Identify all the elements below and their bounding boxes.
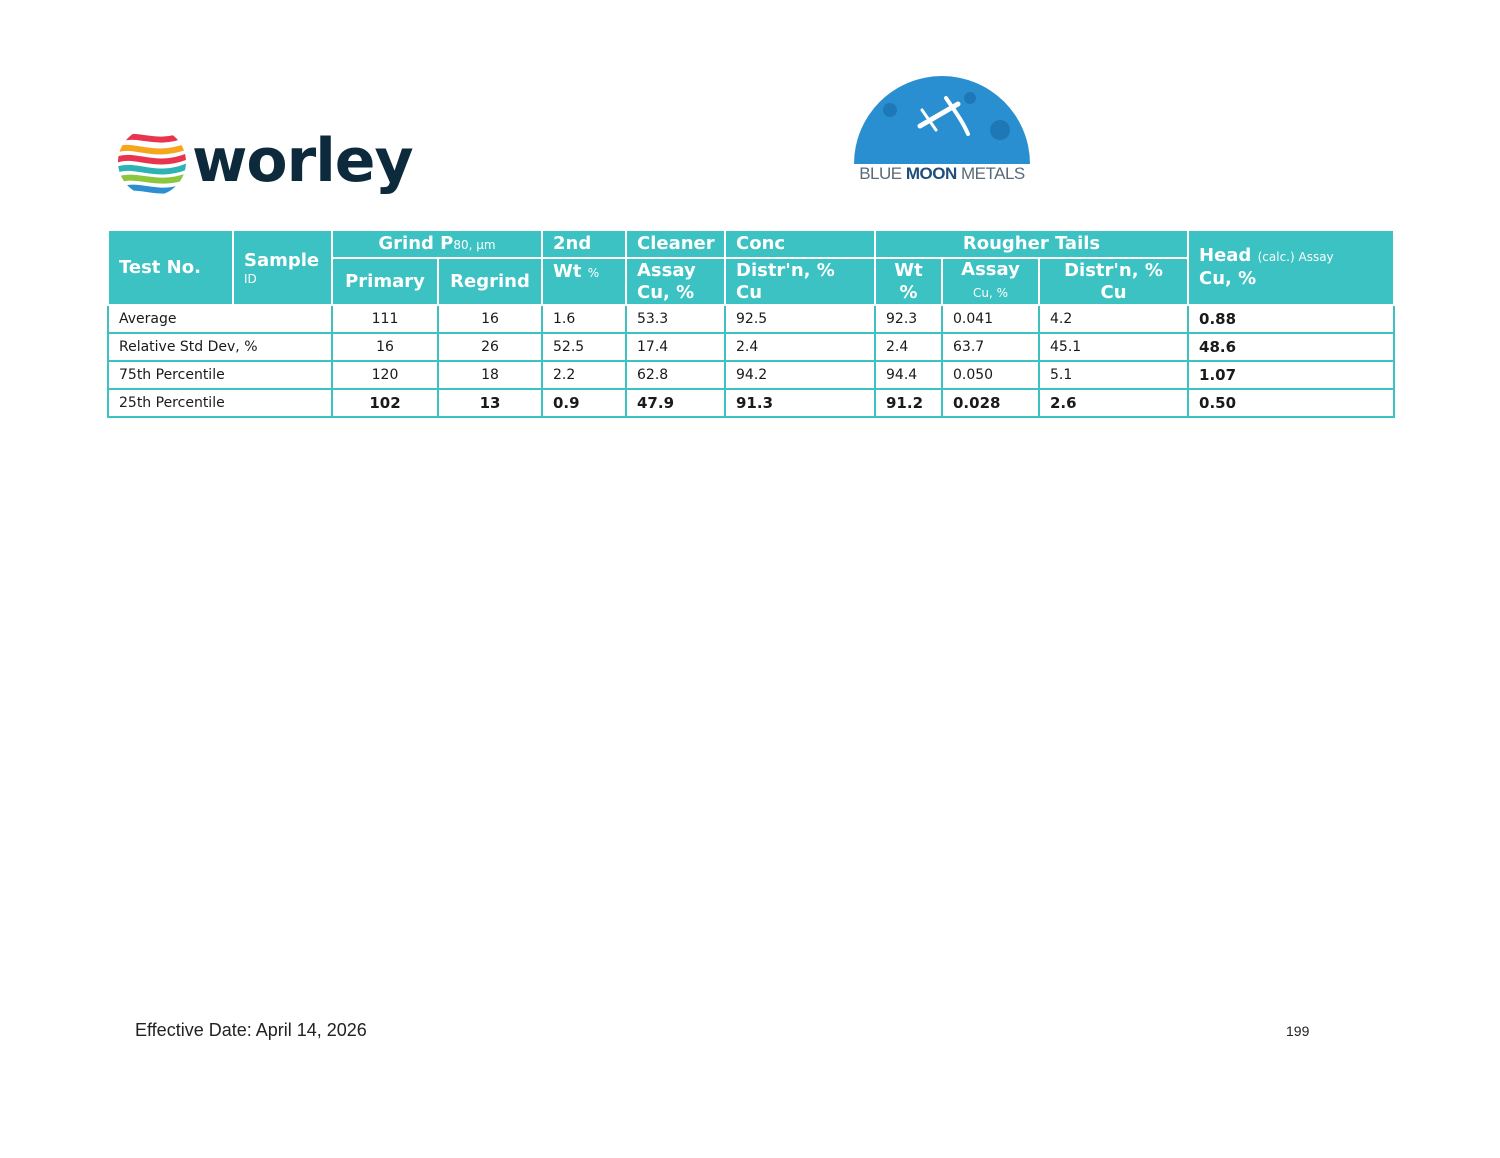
- header-test-no: Test No.: [108, 230, 233, 305]
- header-regrind: Regrind: [438, 258, 542, 305]
- table-row: [108, 389, 1394, 417]
- header-conc: Conc: [725, 230, 875, 258]
- cell-distrn-cu: 94.2: [725, 361, 875, 389]
- cell-wt2: 2.2: [542, 361, 626, 389]
- header-rt-distrn: Distr'n, % Cu: [1039, 258, 1188, 305]
- cell-rt-assay: 63.7: [942, 333, 1039, 361]
- cell-head: 1.07: [1188, 361, 1394, 389]
- cell-rt-distrn: 4.2: [1039, 305, 1188, 333]
- header-rt-wt: Wt %: [875, 258, 942, 305]
- row-label: 25th Percentile: [108, 389, 332, 417]
- cell-distrn-cu: 91.3: [725, 389, 875, 417]
- header-wt-pct: Wt %: [542, 258, 626, 305]
- cell-rt-wt: 91.2: [875, 389, 942, 417]
- moon-pickaxe-icon: [850, 70, 1034, 166]
- cell-regrind: 18: [438, 361, 542, 389]
- cell-wt2: 52.5: [542, 333, 626, 361]
- cell-distrn-cu: 92.5: [725, 305, 875, 333]
- cell-rt-assay: 0.041: [942, 305, 1039, 333]
- cell-rt-wt: 2.4: [875, 333, 942, 361]
- header-grind: Grind P80, μm: [332, 230, 542, 258]
- cell-assay-cu: 62.8: [626, 361, 725, 389]
- cell-regrind: 16: [438, 305, 542, 333]
- header-rt-assay: Assay Cu, %: [942, 258, 1039, 305]
- row-label: Average: [108, 305, 332, 333]
- cell-rt-distrn: 45.1: [1039, 333, 1188, 361]
- cell-wt2: 1.6: [542, 305, 626, 333]
- cell-head: 0.50: [1188, 389, 1394, 417]
- cell-rt-wt: 94.4: [875, 361, 942, 389]
- cell-rt-assay: 0.028: [942, 389, 1039, 417]
- header-sample-id: Sample ID: [233, 230, 332, 305]
- cell-assay-cu: 47.9: [626, 389, 725, 417]
- blue-moon-metals-wordmark: BLUE MOON METALS: [859, 164, 1025, 183]
- header-primary: Primary: [332, 258, 438, 305]
- row-label: Relative Std Dev, %: [108, 333, 332, 361]
- cell-wt2: 0.9: [542, 389, 626, 417]
- header-head-assay: Head (calc.) Assay Cu, %: [1188, 230, 1394, 305]
- blue-moon-metals-logo: [850, 70, 1040, 190]
- cell-primary: 120: [332, 361, 438, 389]
- cell-regrind: 13: [438, 389, 542, 417]
- header-rougher-tails: Rougher Tails: [875, 230, 1188, 258]
- cell-rt-distrn: 5.1: [1039, 361, 1188, 389]
- cell-primary: 102: [332, 389, 438, 417]
- cell-primary: 16: [332, 333, 438, 361]
- worley-logo: [116, 126, 416, 200]
- table-row: [108, 305, 1394, 333]
- header-assay-cu: Assay Cu, %: [626, 258, 725, 305]
- header-cleaner: Cleaner: [626, 230, 725, 258]
- flotation-results-table: [107, 229, 1395, 418]
- page-number: 199: [1286, 1023, 1310, 1039]
- header-distrn-cu: Distr'n, % Cu: [725, 258, 875, 305]
- header-row-1: [108, 230, 1394, 258]
- cell-assay-cu: 53.3: [626, 305, 725, 333]
- worley-wordmark: worley: [192, 126, 413, 196]
- worley-globe-icon: [116, 126, 188, 198]
- cell-rt-wt: 92.3: [875, 305, 942, 333]
- effective-date: Effective Date: April 14, 2026: [135, 1020, 367, 1040]
- cell-regrind: 26: [438, 333, 542, 361]
- cell-head: 0.88: [1188, 305, 1394, 333]
- cell-primary: 111: [332, 305, 438, 333]
- cell-head: 48.6: [1188, 333, 1394, 361]
- table-row: [108, 333, 1394, 361]
- header-2nd: 2nd: [542, 230, 626, 258]
- row-label: 75th Percentile: [108, 361, 332, 389]
- cell-rt-distrn: 2.6: [1039, 389, 1188, 417]
- cell-assay-cu: 17.4: [626, 333, 725, 361]
- cell-distrn-cu: 2.4: [725, 333, 875, 361]
- cell-rt-assay: 0.050: [942, 361, 1039, 389]
- table-row: [108, 361, 1394, 389]
